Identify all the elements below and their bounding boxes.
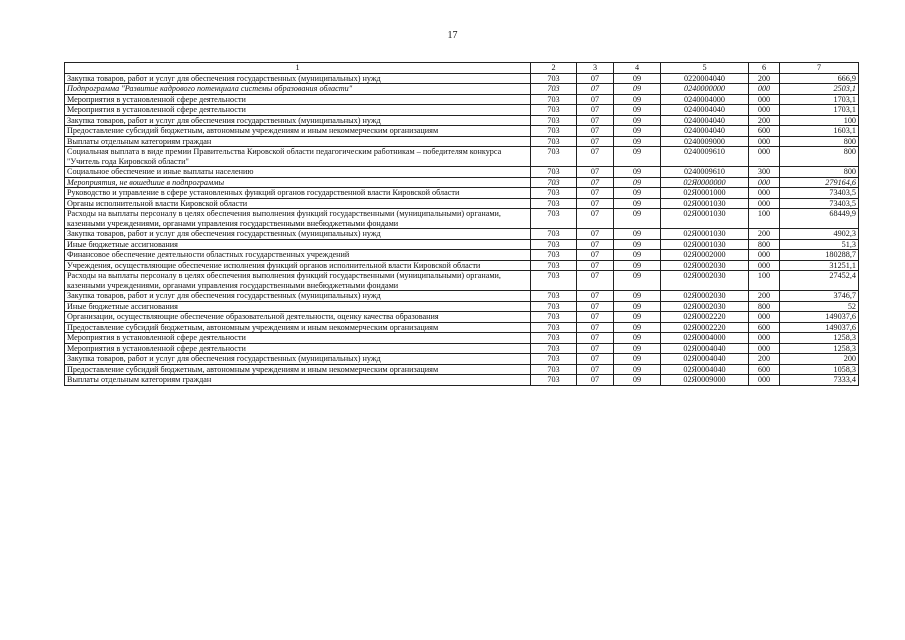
table-body: [65, 73, 859, 385]
row-name-cell: Предоставление субсидий бюджетным, автономным учреждениям и иным некоммерческим организациям: [65, 126, 531, 137]
row-section-cell: 703: [531, 115, 577, 126]
row-name-cell: Мероприятия в установленной сфере деятельности: [65, 343, 531, 354]
row-expense-type-cell: 100: [749, 209, 780, 229]
row-expense-type-cell: 000: [749, 105, 780, 116]
table-row: [65, 343, 859, 354]
table-row: [65, 291, 859, 302]
row-subsection-cell: 07: [577, 229, 614, 240]
row-section-cell: 703: [531, 209, 577, 229]
table-row: [65, 239, 859, 250]
table-row: [65, 167, 859, 178]
table-row: [65, 375, 859, 386]
column-header: 4: [614, 63, 661, 74]
row-subsection-detail-cell: 09: [614, 188, 661, 199]
row-target-code-cell: 0240000000: [661, 84, 749, 95]
row-section-cell: 703: [531, 260, 577, 271]
row-target-code-cell: 0240009610: [661, 167, 749, 178]
row-subsection-cell: 07: [577, 343, 614, 354]
row-name-cell: Социальное обеспечение и иные выплаты населению: [65, 167, 531, 178]
table-row: [65, 73, 859, 84]
table-row: [65, 333, 859, 344]
row-target-code-cell: 02Я0002030: [661, 271, 749, 291]
row-target-code-cell: 02Я0002000: [661, 250, 749, 261]
row-amount-cell: 800: [780, 136, 859, 147]
row-name-cell: Иные бюджетные ассигнования: [65, 301, 531, 312]
row-target-code-cell: 0240009000: [661, 136, 749, 147]
row-amount-cell: 800: [780, 167, 859, 178]
budget-table: [64, 62, 859, 386]
row-amount-cell: 3746,7: [780, 291, 859, 302]
row-subsection-cell: 07: [577, 291, 614, 302]
row-section-cell: 703: [531, 239, 577, 250]
row-amount-cell: 7333,4: [780, 375, 859, 386]
row-target-code-cell: 02Я0004000: [661, 333, 749, 344]
row-name-cell: Подпрограмма "Развитие кадрового потенциала системы образования области": [65, 84, 531, 95]
row-target-code-cell: 0240009610: [661, 147, 749, 167]
table-row: [65, 354, 859, 365]
row-subsection-cell: 07: [577, 260, 614, 271]
row-subsection-detail-cell: 09: [614, 177, 661, 188]
row-section-cell: 703: [531, 167, 577, 178]
row-subsection-detail-cell: 09: [614, 209, 661, 229]
table-row: [65, 312, 859, 323]
row-expense-type-cell: 200: [749, 115, 780, 126]
table-row: [65, 188, 859, 199]
row-section-cell: 703: [531, 322, 577, 333]
row-amount-cell: 279164,6: [780, 177, 859, 188]
row-expense-type-cell: 000: [749, 84, 780, 95]
row-name-cell: Закупка товаров, работ и услуг для обеспечения государственных (муниципальных) нужд: [65, 354, 531, 365]
row-name-cell: Мероприятия в установленной сфере деятельности: [65, 94, 531, 105]
row-subsection-cell: 07: [577, 364, 614, 375]
row-subsection-cell: 07: [577, 115, 614, 126]
row-expense-type-cell: 000: [749, 312, 780, 323]
row-subsection-cell: 07: [577, 147, 614, 167]
row-subsection-cell: 07: [577, 198, 614, 209]
row-subsection-detail-cell: 09: [614, 301, 661, 312]
row-section-cell: 703: [531, 73, 577, 84]
table-header-row: [65, 63, 859, 74]
row-subsection-detail-cell: 09: [614, 375, 661, 386]
row-amount-cell: 200: [780, 354, 859, 365]
table-row: [65, 260, 859, 271]
row-amount-cell: 149037,6: [780, 312, 859, 323]
column-header: 3: [577, 63, 614, 74]
row-subsection-cell: 07: [577, 94, 614, 105]
row-amount-cell: 1703,1: [780, 105, 859, 116]
table-row: [65, 136, 859, 147]
row-name-cell: Предоставление субсидий бюджетным, автономным учреждениям и иным некоммерческим организациям: [65, 322, 531, 333]
row-expense-type-cell: 600: [749, 126, 780, 137]
row-subsection-cell: 07: [577, 322, 614, 333]
table-row: [65, 209, 859, 229]
row-subsection-cell: 07: [577, 239, 614, 250]
row-subsection-detail-cell: 09: [614, 136, 661, 147]
row-target-code-cell: 02Я0001030: [661, 209, 749, 229]
row-subsection-detail-cell: 09: [614, 115, 661, 126]
row-target-code-cell: 0220004040: [661, 73, 749, 84]
row-name-cell: Закупка товаров, работ и услуг для обеспечения государственных (муниципальных) нужд: [65, 229, 531, 240]
row-target-code-cell: 0240004040: [661, 126, 749, 137]
row-subsection-detail-cell: 09: [614, 167, 661, 178]
row-name-cell: Руководство и управление в сфере установленных функций органов государственной власти Кировской области: [65, 188, 531, 199]
row-section-cell: 703: [531, 126, 577, 137]
row-target-code-cell: 02Я0001030: [661, 198, 749, 209]
row-expense-type-cell: 200: [749, 354, 780, 365]
row-name-cell: Учреждения, осуществляющие обеспечение исполнения функций органов исполнительной власти Кировской области: [65, 260, 531, 271]
row-subsection-cell: 07: [577, 354, 614, 365]
row-name-cell: Расходы на выплаты персоналу в целях обеспечения выполнения функций государственными (муниципальными) органами, казенными учреждениями, органами управления государственными внебюджетными фондами: [65, 209, 531, 229]
row-expense-type-cell: 000: [749, 94, 780, 105]
row-target-code-cell: 02Я0001030: [661, 229, 749, 240]
row-section-cell: 703: [531, 94, 577, 105]
table-row: [65, 105, 859, 116]
row-amount-cell: 666,9: [780, 73, 859, 84]
row-subsection-detail-cell: 09: [614, 105, 661, 116]
row-section-cell: 703: [531, 291, 577, 302]
column-header: 6: [749, 63, 780, 74]
row-name-cell: Выплаты отдельным категориям граждан: [65, 375, 531, 386]
row-target-code-cell: 02Я0002030: [661, 291, 749, 302]
row-expense-type-cell: 100: [749, 271, 780, 291]
row-section-cell: 703: [531, 105, 577, 116]
row-subsection-detail-cell: 09: [614, 271, 661, 291]
row-target-code-cell: 02Я0004040: [661, 343, 749, 354]
row-target-code-cell: 02Я0004040: [661, 364, 749, 375]
column-header: 1: [65, 63, 531, 74]
row-subsection-cell: 07: [577, 312, 614, 323]
row-subsection-detail-cell: 09: [614, 291, 661, 302]
table-row: [65, 115, 859, 126]
row-subsection-detail-cell: 09: [614, 147, 661, 167]
row-expense-type-cell: 000: [749, 198, 780, 209]
row-subsection-cell: 07: [577, 73, 614, 84]
row-name-cell: Предоставление субсидий бюджетным, автономным учреждениям и иным некоммерческим организациям: [65, 364, 531, 375]
row-expense-type-cell: 200: [749, 73, 780, 84]
row-name-cell: Мероприятия в установленной сфере деятельности: [65, 105, 531, 116]
row-subsection-cell: 07: [577, 126, 614, 137]
row-expense-type-cell: 000: [749, 375, 780, 386]
row-name-cell: Расходы на выплаты персоналу в целях обеспечения выполнения функций государственными (муниципальными) органами, казенными учреждениями, органами управления государственными внебюджетными фондами: [65, 271, 531, 291]
row-amount-cell: 800: [780, 147, 859, 167]
row-expense-type-cell: 800: [749, 301, 780, 312]
row-subsection-cell: 07: [577, 271, 614, 291]
row-section-cell: 703: [531, 250, 577, 261]
row-subsection-detail-cell: 09: [614, 260, 661, 271]
row-target-code-cell: 0240004040: [661, 105, 749, 116]
row-name-cell: Мероприятия в установленной сфере деятельности: [65, 333, 531, 344]
row-subsection-detail-cell: 09: [614, 312, 661, 323]
row-section-cell: 703: [531, 375, 577, 386]
row-target-code-cell: 02Я0000000: [661, 177, 749, 188]
row-target-code-cell: 02Я0002030: [661, 301, 749, 312]
row-section-cell: 703: [531, 343, 577, 354]
row-name-cell: Социальная выплата в виде премии Правительства Кировской области педагогическим работникам – победителям конкурса "Учитель года Кировской области": [65, 147, 531, 167]
table-row: [65, 271, 859, 291]
row-name-cell: Мероприятия, не вошедшие в подпрограммы: [65, 177, 531, 188]
row-amount-cell: 180288,7: [780, 250, 859, 261]
row-subsection-cell: 07: [577, 188, 614, 199]
row-expense-type-cell: 000: [749, 188, 780, 199]
row-section-cell: 703: [531, 177, 577, 188]
row-amount-cell: 1603,1: [780, 126, 859, 137]
row-expense-type-cell: 000: [749, 260, 780, 271]
row-section-cell: 703: [531, 136, 577, 147]
row-expense-type-cell: 000: [749, 333, 780, 344]
row-section-cell: 703: [531, 271, 577, 291]
row-amount-cell: 68449,9: [780, 209, 859, 229]
column-header: 2: [531, 63, 577, 74]
row-subsection-detail-cell: 09: [614, 94, 661, 105]
row-amount-cell: 31251,1: [780, 260, 859, 271]
row-section-cell: 703: [531, 301, 577, 312]
table-row: [65, 177, 859, 188]
row-section-cell: 703: [531, 229, 577, 240]
row-amount-cell: 51,3: [780, 239, 859, 250]
table-row: [65, 126, 859, 137]
row-target-code-cell: 0240004000: [661, 94, 749, 105]
row-expense-type-cell: 000: [749, 136, 780, 147]
table-row: [65, 94, 859, 105]
row-name-cell: Закупка товаров, работ и услуг для обеспечения государственных (муниципальных) нужд: [65, 115, 531, 126]
row-name-cell: Иные бюджетные ассигнования: [65, 239, 531, 250]
row-subsection-cell: 07: [577, 105, 614, 116]
row-section-cell: 703: [531, 188, 577, 199]
column-header: 7: [780, 63, 859, 74]
row-name-cell: Закупка товаров, работ и услуг для обеспечения государственных (муниципальных) нужд: [65, 291, 531, 302]
row-subsection-detail-cell: 09: [614, 333, 661, 344]
table-row: [65, 198, 859, 209]
row-amount-cell: 1703,1: [780, 94, 859, 105]
row-target-code-cell: 02Я0001030: [661, 239, 749, 250]
row-expense-type-cell: 600: [749, 364, 780, 375]
row-section-cell: 703: [531, 333, 577, 344]
row-expense-type-cell: 800: [749, 239, 780, 250]
row-subsection-cell: 07: [577, 250, 614, 261]
row-subsection-detail-cell: 09: [614, 84, 661, 95]
row-expense-type-cell: 600: [749, 322, 780, 333]
row-subsection-cell: 07: [577, 209, 614, 229]
row-target-code-cell: 02Я0001000: [661, 188, 749, 199]
row-expense-type-cell: 200: [749, 229, 780, 240]
row-target-code-cell: 0240004040: [661, 115, 749, 126]
row-subsection-detail-cell: 09: [614, 126, 661, 137]
row-subsection-detail-cell: 09: [614, 343, 661, 354]
row-subsection-cell: 07: [577, 167, 614, 178]
row-expense-type-cell: 000: [749, 177, 780, 188]
row-subsection-cell: 07: [577, 136, 614, 147]
row-subsection-detail-cell: 09: [614, 250, 661, 261]
page-number: 17: [447, 30, 458, 41]
row-name-cell: Закупка товаров, работ и услуг для обеспечения государственных (муниципальных) нужд: [65, 73, 531, 84]
row-section-cell: 703: [531, 147, 577, 167]
row-section-cell: 703: [531, 84, 577, 95]
row-amount-cell: 27452,4: [780, 271, 859, 291]
row-amount-cell: 1258,3: [780, 333, 859, 344]
row-amount-cell: 52: [780, 301, 859, 312]
row-expense-type-cell: 000: [749, 250, 780, 261]
row-subsection-cell: 07: [577, 301, 614, 312]
table-row: [65, 147, 859, 167]
row-subsection-detail-cell: 09: [614, 322, 661, 333]
row-expense-type-cell: 300: [749, 167, 780, 178]
row-target-code-cell: 02Я0002030: [661, 260, 749, 271]
row-target-code-cell: 02Я0004040: [661, 354, 749, 365]
row-subsection-cell: 07: [577, 333, 614, 344]
row-subsection-cell: 07: [577, 84, 614, 95]
row-section-cell: 703: [531, 312, 577, 323]
table-row: [65, 364, 859, 375]
row-subsection-detail-cell: 09: [614, 354, 661, 365]
column-header: 5: [661, 63, 749, 74]
row-amount-cell: 100: [780, 115, 859, 126]
row-target-code-cell: 02Я0002220: [661, 312, 749, 323]
row-amount-cell: 149037,6: [780, 322, 859, 333]
table-row: [65, 301, 859, 312]
row-section-cell: 703: [531, 354, 577, 365]
row-subsection-detail-cell: 09: [614, 198, 661, 209]
row-subsection-cell: 07: [577, 375, 614, 386]
row-name-cell: Выплаты отдельным категориям граждан: [65, 136, 531, 147]
row-subsection-detail-cell: 09: [614, 364, 661, 375]
row-subsection-detail-cell: 09: [614, 229, 661, 240]
table-row: [65, 322, 859, 333]
row-target-code-cell: 02Я0002220: [661, 322, 749, 333]
row-amount-cell: 2503,1: [780, 84, 859, 95]
row-subsection-detail-cell: 09: [614, 239, 661, 250]
row-name-cell: Организации, осуществляющие обеспечение образовательной деятельности, оценку качества образования: [65, 312, 531, 323]
row-expense-type-cell: 000: [749, 147, 780, 167]
row-expense-type-cell: 000: [749, 343, 780, 354]
table-row: [65, 84, 859, 95]
row-amount-cell: 73403,5: [780, 198, 859, 209]
row-section-cell: 703: [531, 364, 577, 375]
row-amount-cell: 1058,3: [780, 364, 859, 375]
row-subsection-detail-cell: 09: [614, 73, 661, 84]
row-section-cell: 703: [531, 198, 577, 209]
table-row: [65, 229, 859, 240]
row-subsection-cell: 07: [577, 177, 614, 188]
row-amount-cell: 4902,3: [780, 229, 859, 240]
row-name-cell: Финансовое обеспечение деятельности областных государственных учреждений: [65, 250, 531, 261]
row-expense-type-cell: 200: [749, 291, 780, 302]
row-amount-cell: 1258,3: [780, 343, 859, 354]
row-target-code-cell: 02Я0009000: [661, 375, 749, 386]
table-row: [65, 250, 859, 261]
row-name-cell: Органы исполнительной власти Кировской области: [65, 198, 531, 209]
row-amount-cell: 73403,5: [780, 188, 859, 199]
